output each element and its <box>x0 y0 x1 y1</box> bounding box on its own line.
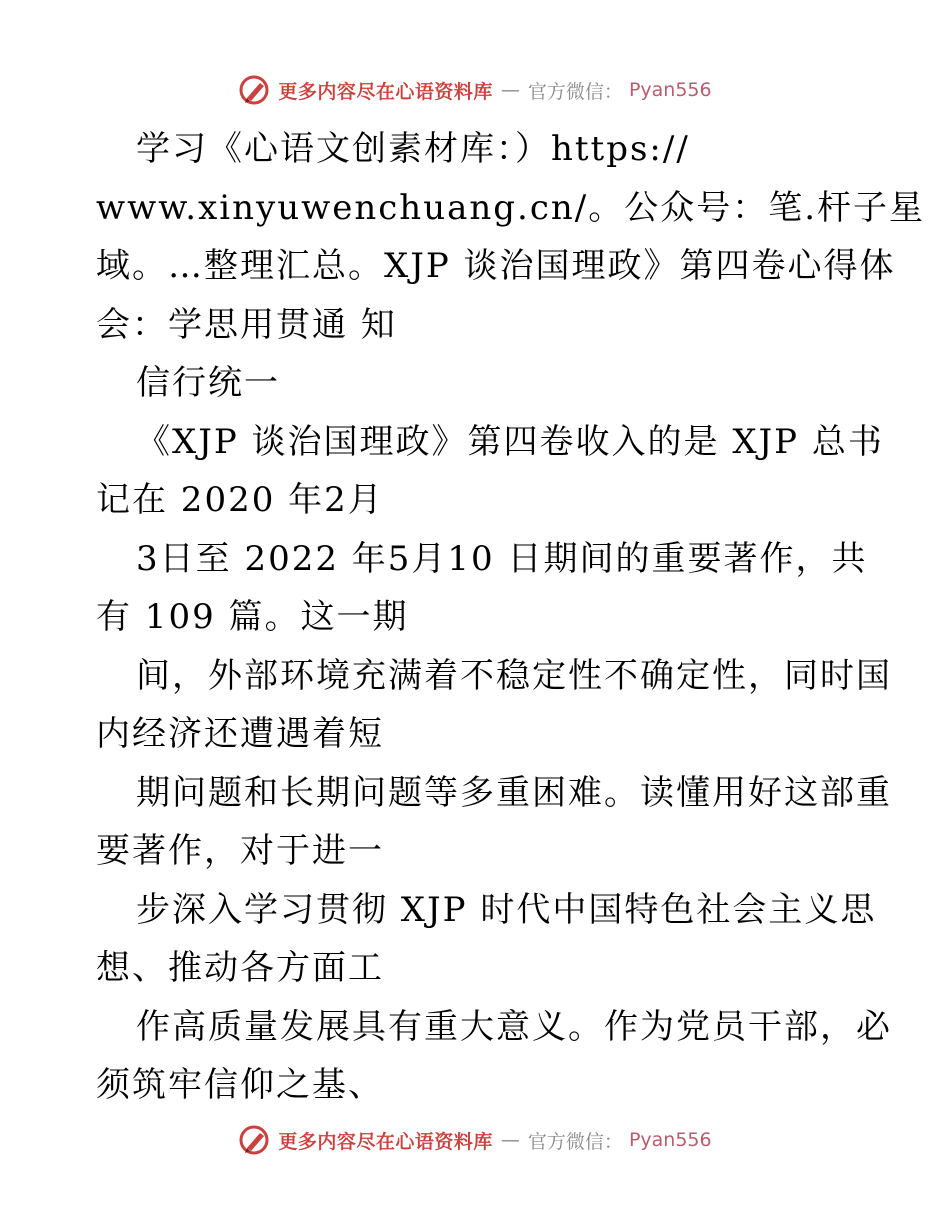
text-line: 须筑牢信仰之基、 <box>96 1065 384 1105</box>
pen-logo-icon <box>238 1124 272 1156</box>
text-line: 记在 2020 年2月 <box>96 480 384 520</box>
banner-wechat-label: 官方微信： <box>527 80 623 103</box>
text-line: 想、推动各方面工 <box>96 948 384 988</box>
banner-wechat-id: Pyan556 <box>628 79 712 101</box>
banner-brand-text: 更多内容尽在心语资料库 <box>278 80 493 103</box>
banner-wechat-label: 官方微信： <box>527 1130 623 1153</box>
text-line: 信行统一 <box>136 363 280 403</box>
text-line: 有 109 篇。这一期 <box>96 597 409 637</box>
text-line: 3日至 2022 年5月10 日期间的重要著作，共 <box>136 538 868 579</box>
banner-separator: — <box>500 1129 520 1151</box>
text-line: 内经济还遭遇着短 <box>96 714 384 754</box>
text-line: 要著作，对于进一 <box>96 831 384 871</box>
document-body <box>96 120 926 1115</box>
text-line: 期问题和长期问题等多重困难。读懂用好这部重 <box>136 772 892 813</box>
banner-wechat-id: Pyan556 <box>628 1129 712 1151</box>
text-line: 《XJP 谈治国理政》第四卷收入的是 XJP 总书 <box>136 421 884 462</box>
header-watermark-banner <box>0 74 950 106</box>
banner-brand-text: 更多内容尽在心语资料库 <box>278 1130 493 1153</box>
pen-logo-icon <box>238 74 272 106</box>
text-line: 作高质量发展具有重大意义。作为党员干部，必 <box>136 1006 892 1047</box>
text-line: 会：学思用贯通 知 <box>96 304 397 345</box>
text-line: 步深入学习贯彻 XJP 时代中国特色社会主义思 <box>136 889 877 930</box>
text-line: 间，外部环境充满着不稳定性不确定性，同时国 <box>136 655 892 696</box>
footer-watermark-banner <box>0 1124 950 1156</box>
text-line: www.xinyuwenchuang.cn/。公众号：笔.杆子星 <box>96 187 926 228</box>
text-line: 学习《心语文创素材库：）https:// <box>136 129 690 169</box>
banner-separator: — <box>500 79 520 101</box>
text-line: 域。…整理汇总。XJP 谈治国理政》第四卷心得体 <box>96 246 896 286</box>
